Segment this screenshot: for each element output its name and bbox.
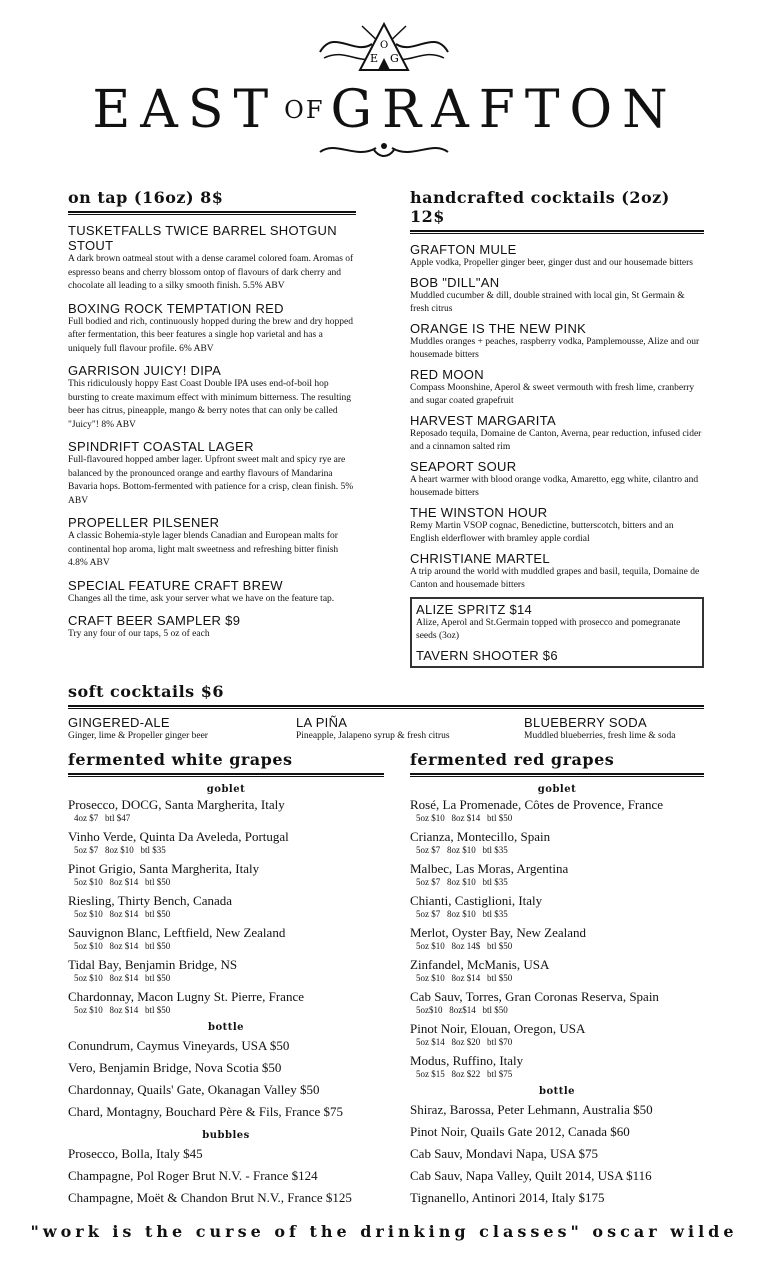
red-goblet-list: [410, 797, 704, 1080]
white-goblet-label: goblet: [206, 784, 246, 795]
wine-bottle-item: Champagne, Pol Roger Brut N.V. - France $124: [68, 1168, 318, 1183]
soft-item-name: BLUEBERRY SODA: [524, 715, 647, 730]
brand-east: EAST: [92, 80, 279, 140]
brand-grafton: GRAFTON: [330, 80, 678, 140]
wine-name: Malbec, Las Moras, Argentina: [410, 861, 569, 876]
on-tap-divider: [68, 211, 356, 215]
red-bottle-label: bottle: [538, 1086, 576, 1097]
wine-price: 5oz $7 8oz $10 btl $35: [74, 845, 166, 855]
tap-item-desc: This ridiculously hoppy East Coast Double IPA uses end-of-boil hop bursting to create maximum effect with minimum bitterness. The resulting beer has citrus, pineapple, mango & berry notes that can only be called "Juicy"! 8% ABV: [68, 379, 352, 430]
cocktail-desc: Compass Moonshine, Aperol & sweet vermouth with fresh lime, cranberry and sugar coated grapefruit: [410, 382, 695, 406]
white-goblet-list: [68, 797, 384, 1016]
tap-item-name: GARRISON JUICY! DIPA: [68, 363, 222, 378]
cocktail-name: ORANGE IS THE NEW PINK: [410, 320, 587, 336]
white-wine-divider: [68, 773, 384, 777]
monogram-e: E: [370, 52, 379, 65]
on-tap-section: [68, 188, 356, 649]
spritz-desc: Alize, Aperol and St.Germain topped with prosecco and pomegranate seeds (3oz): [416, 617, 681, 641]
wine-bottle-item: Vero, Benjamin Bridge, Nova Scotia $50: [68, 1060, 282, 1075]
wine-price: 5oz $10 8oz $14 btl $50: [74, 877, 171, 887]
wine-bottle-item: Chardonnay, Quails' Gate, Okanagan Valley $50: [68, 1082, 320, 1097]
wine-price: 5oz $10 8oz $14 btl $50: [74, 941, 171, 951]
wine-name: Tidal Bay, Benjamin Bridge, NS: [68, 957, 238, 972]
wine-item: [68, 957, 384, 984]
on-tap-list: [68, 223, 356, 642]
wine-bottle-item: Shiraz, Barossa, Peter Lehmann, Australia $50: [410, 1102, 653, 1117]
cocktail-item: [410, 242, 704, 271]
cocktail-item: [410, 413, 704, 455]
monogram-o: O: [380, 40, 389, 51]
cocktail-desc: A trip around the world with muddled grapes and basil, tequila, Domaine de Canton and housemade bitters: [410, 566, 700, 590]
soft-item-desc: Pineapple, Jalapeno syrup & fresh citrus: [296, 731, 450, 741]
cocktail-name: BOB "DILL"AN: [410, 274, 500, 290]
wine-name: Prosecco, DOCG, Santa Margherita, Italy: [68, 797, 285, 812]
cocktails-divider: [410, 230, 704, 234]
wine-name: Chianti, Castiglioni, Italy: [410, 893, 543, 908]
wine-name: Modus, Ruffino, Italy: [410, 1053, 524, 1068]
wine-price: 5oz $10 8oz $14 btl $50: [416, 813, 513, 823]
red-bottle-list: [410, 1099, 704, 1209]
cocktails-heading: handcrafted cocktails (2oz) 12$: [410, 188, 670, 226]
wine-price: 5oz $10 8oz 14$ btl $50: [416, 941, 513, 951]
wine-price: 5oz $10 8oz $14 btl $50: [416, 973, 513, 983]
wine-bottle-item: Cab Sauv, Napa Valley, Quilt 2014, USA $116: [410, 1168, 652, 1183]
wine-bottle-item: Prosecco, Bolla, Italy $45: [68, 1146, 203, 1161]
cocktail-desc: Muddles oranges + peaches, raspberry vodka, Pamplemousse, Alize and our housemade bitters: [410, 336, 700, 360]
wine-item: [410, 957, 704, 984]
tap-item: [68, 363, 356, 432]
wine-item: [410, 829, 704, 856]
tap-item-desc: A classic Bohemia-style lager blends Canadian and European malts for continental hop aroma, light malt sweetness and refreshing bitter finish 4.8% ABV: [68, 531, 339, 568]
wine-item: [68, 861, 384, 888]
red-wine-divider: [410, 773, 704, 777]
wine-item: [68, 893, 384, 920]
soft-item-desc: Ginger, lime & Propeller ginger beer: [68, 731, 208, 741]
spritz-box: [410, 597, 704, 668]
wine-name: Vinho Verde, Quinta Da Aveleda, Portugal: [68, 829, 289, 844]
cocktail-item: [410, 321, 704, 363]
wine-price: 4oz $7 btl $47: [74, 813, 131, 823]
wine-bottle-item: Conundrum, Caymus Vineyards, USA $50: [68, 1038, 290, 1053]
brand-of: OF: [284, 96, 325, 124]
wine-item: [410, 989, 704, 1016]
soft-section: [68, 682, 704, 744]
monogram-g: G: [390, 52, 399, 65]
wine-name: Cab Sauv, Torres, Gran Coronas Reserva, Spain: [410, 989, 659, 1004]
wine-name: Pinot Grigio, Santa Margherita, Italy: [68, 861, 260, 876]
wine-name: Rosé, La Promenade, Côtes de Provence, France: [410, 797, 664, 812]
tap-item-desc: A dark brown oatmeal stout with a dense caramel colored foam. Aromas of espresso beans and cherry blossom ontop of flavours of dark cherry and chocolate all leading to a silky smooth finish. 5.5% ABV: [68, 254, 354, 291]
cocktail-item: [410, 505, 704, 547]
wine-item: [410, 1021, 704, 1048]
tap-item-name: SPINDRIFT COASTAL LAGER: [68, 439, 254, 454]
wine-price: 5oz $10 8oz $14 btl $50: [74, 1005, 171, 1015]
tap-item-name: SPECIAL FEATURE CRAFT BREW: [68, 577, 283, 593]
soft-item: [524, 715, 704, 744]
wine-item: [410, 861, 704, 888]
soft-item-desc: Muddled blueberries, fresh lime & soda: [524, 731, 676, 741]
on-tap-heading: on tap (16oz) 8$: [68, 188, 224, 207]
wine-bottle-item: Chard, Montagny, Bouchard Père & Fils, France $75: [68, 1104, 343, 1119]
wine-name: Merlot, Oyster Bay, New Zealand: [410, 925, 587, 940]
wine-name: Pinot Noir, Elouan, Oregon, USA: [410, 1021, 586, 1036]
wine-item: [410, 925, 704, 952]
wine-name: Riesling, Thirty Bench, Canada: [68, 893, 233, 908]
bubbles-label: bubbles: [202, 1130, 250, 1141]
wine-name: Zinfandel, McManis, USA: [410, 957, 550, 972]
wine-price: 5oz$10 8oz$14 btl $50: [416, 1005, 508, 1015]
tap-item-name: PROPELLER PILSENER: [68, 515, 220, 530]
cocktail-name: RED MOON: [410, 366, 484, 382]
soft-heading: soft cocktails $6: [68, 682, 225, 701]
white-wine-heading: fermented white grapes: [68, 750, 293, 769]
cocktail-desc: Remy Martin VSOP cognac, Benedictine, butterscotch, bitters and an English elderflower with bramley apple cordial: [410, 520, 674, 544]
wine-item: [68, 989, 384, 1016]
cocktail-desc: Muddled cucumber & dill, double strained with local gin, St Germain & fresh citrus: [410, 290, 685, 314]
footer-quote: "work is the curse of the drinking classes" oscar wilde: [30, 1222, 738, 1241]
wine-bottle-item: Pinot Noir, Quails Gate 2012, Canada $60: [410, 1124, 630, 1139]
cocktail-item: [410, 275, 704, 317]
cocktail-name: GRAFTON MULE: [410, 242, 517, 257]
red-goblet-label: goblet: [537, 784, 577, 795]
tap-item: [68, 301, 356, 357]
cocktail-item: [410, 459, 704, 501]
wine-name: Sauvignon Blanc, Leftfield, New Zealand: [68, 925, 286, 940]
spritz-name: ALIZE SPRITZ $14: [416, 601, 533, 617]
cocktail-desc: Reposado tequila, Domaine de Canton, Averna, pear reduction, infused cider and a cinnamon salted rim: [410, 428, 702, 452]
wine-price: 5oz $10 8oz $14 btl $50: [74, 973, 171, 983]
soft-item-name: GINGERED-ALE: [68, 715, 170, 730]
wine-item: [68, 797, 384, 824]
crest-monogram: [314, 18, 454, 74]
tap-item-name: BOXING ROCK TEMPTATION RED: [68, 300, 284, 316]
shooter-name: TAVERN SHOOTER $6: [416, 647, 558, 663]
cocktail-desc: Apple vodka, Propeller ginger beer, ginger dust and our housemade bitters: [410, 258, 693, 268]
cocktail-name: HARVEST MARGARITA: [410, 412, 556, 428]
cocktail-name: CHRISTIANE MARTEL: [410, 550, 550, 566]
tap-item: [68, 223, 356, 294]
tap-item-name: CRAFT BEER SAMPLER $9: [68, 613, 241, 628]
tap-item-desc: Try any four of our taps, 5 oz of each: [68, 629, 210, 639]
tap-item-desc: Full-flavoured hopped amber lager. Upfront sweet malt and spicy rye are balanced by the pronounced orange and earthy flavours of Mandarina Bavaria hops. Bottom-fermented with patience for a crisp, clean finish. 5% ABV: [68, 455, 354, 506]
cocktail-name: SEAPORT SOUR: [410, 458, 517, 474]
wine-item: [410, 1053, 704, 1080]
cocktail-name: THE WINSTON HOUR: [410, 504, 548, 520]
wine-price: 5oz $14 8oz $20 btl $70: [416, 1037, 513, 1047]
cocktails-section: [410, 188, 704, 668]
wine-name: Crianza, Montecillo, Spain: [410, 829, 551, 844]
wine-item: [410, 797, 704, 824]
brand-title: [70, 80, 700, 140]
red-wine-heading: fermented red grapes: [410, 750, 615, 769]
wine-bottle-item: Tignanello, Antinori 2014, Italy $175: [410, 1190, 605, 1205]
soft-item: [68, 715, 296, 744]
cocktail-item: [410, 551, 704, 593]
wine-item: [410, 893, 704, 920]
tap-item: [68, 613, 356, 642]
cocktails-list: [410, 242, 704, 593]
tap-item: [68, 515, 356, 571]
wine-bottle-item: Champagne, Moët & Chandon Brut N.V., France $125: [68, 1190, 352, 1205]
wine-item: [68, 829, 384, 856]
wine-item: [68, 925, 384, 952]
tap-item-desc: Full bodied and rich, continuously hopped during the brew and dry hopped after fermentation, this beer features a single hop varietal and has a uniquely full flavour profile. 6% ABV: [68, 316, 353, 354]
tap-item: [68, 439, 356, 508]
soft-item: [296, 715, 524, 744]
wine-name: Chardonnay, Macon Lugny St. Pierre, France: [68, 989, 304, 1004]
wine-price: 5oz $7 8oz $10 btl $35: [416, 845, 508, 855]
wine-bottle-item: Cab Sauv, Mondavi Napa, USA $75: [410, 1146, 599, 1161]
white-bottle-label: bottle: [207, 1022, 245, 1033]
tap-item-desc: Changes all the time, ask your server what we have on the feature tap.: [68, 593, 335, 604]
flourish-ornament: [316, 138, 452, 162]
cocktail-item: [410, 367, 704, 409]
wine-price: 5oz $7 8oz $10 btl $35: [416, 877, 508, 887]
bubbles-list: [68, 1143, 384, 1209]
red-wine-section: [410, 750, 704, 1209]
tap-item-name: TUSKETFALLS TWICE BARREL SHOTGUN STOUT: [68, 223, 337, 253]
wine-price: 5oz $7 8oz $10 btl $35: [416, 909, 508, 919]
wine-price: 5oz $15 8oz $22 btl $75: [416, 1069, 513, 1079]
white-bottle-list: [68, 1035, 384, 1123]
soft-divider: [68, 705, 704, 709]
wine-price: 5oz $10 8oz $14 btl $50: [74, 909, 171, 919]
cocktail-desc: A heart warmer with blood orange vodka, Amaretto, egg white, cilantro and housemade bitters: [410, 474, 699, 498]
soft-item-name: LA PIÑA: [296, 715, 348, 730]
tap-item: [68, 578, 356, 607]
white-wine-section: [68, 750, 384, 1209]
